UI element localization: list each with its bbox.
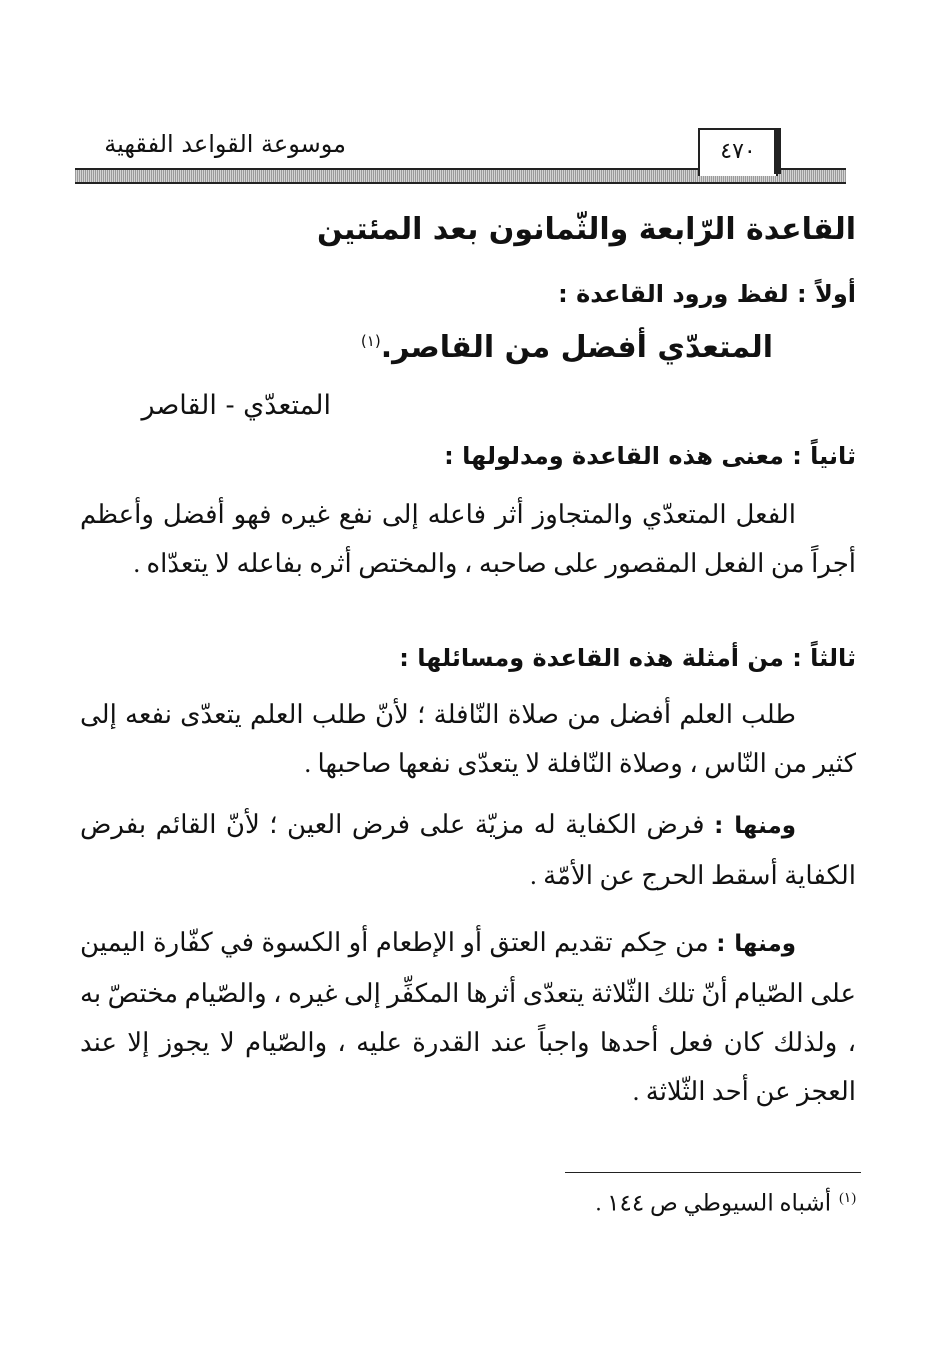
footnote-text: أشباه السيوطي ص ١٤٤ . xyxy=(595,1190,832,1216)
example-text-2: فرض الكفاية له مزيّة على فرض العين ؛ لأنّ القائم بفرض الكفاية أسقط الحرج عن الأمّة . xyxy=(80,810,856,890)
example-paragraph-2 xyxy=(80,800,856,900)
example-text-3: من حِكم تقديم العتق أو الإطعام أو الكسوة في كفّارة اليمين على الصّيام أنّ تلك الثّلاثة يتعدّى أثرها المكفِّر إلى غيره ، والصّيام مختصّ به ، ولذلك كان فعل أحدها واجباً عند القدرة عليه ، والصّيام لا يجوز إلا عند العجز عن أحد الثّلاثة . xyxy=(79,928,856,1106)
example-paragraph-3 xyxy=(80,918,856,1116)
rule-terms: المتعدّي - القاصر xyxy=(141,390,331,421)
page-number-shadow xyxy=(774,128,781,174)
rule-statement xyxy=(80,330,773,365)
running-title: موسوعة القواعد الفقهية xyxy=(104,130,346,158)
example-lead-3: ومنها : xyxy=(716,931,796,957)
section-heading-meaning: ثانياً : معنى هذه القاعدة ومدلولها : xyxy=(444,442,856,470)
footnote-mark: (١) xyxy=(839,1191,856,1206)
example-text-1: طلب العلم أفضل من صلاة النّافلة ؛ لأنّ طلب العلم يتعدّى نفعه إلى كثير من النّاس ، وصلاة النّافلة لا يتعدّى نفعها صاحبها . xyxy=(80,700,856,778)
example-lead-2: ومنها : xyxy=(714,813,797,839)
footnote-reference[interactable]: (١) xyxy=(360,332,381,350)
page-number: ٤٧٠ xyxy=(698,128,778,176)
section-heading-examples: ثالثاً : من أمثلة هذه القاعدة ومسائلها : xyxy=(399,644,856,672)
meaning-text: الفعل المتعدّي والمتجاوز أثر فاعله إلى نفع غيره فهو أفضل وأعظم أجراً من الفعل المقصور على صاحبه ، والمختص أثره بفاعله لا يتعدّاه . xyxy=(80,500,856,578)
rule-title: القاعدة الرّابعة والثّمانون بعد المئتين xyxy=(316,212,856,247)
meaning-paragraph xyxy=(80,490,856,588)
footnote xyxy=(80,1190,856,1217)
footnote-separator xyxy=(565,1172,861,1173)
example-paragraph-1 xyxy=(80,690,856,788)
rule-text: المتعدّي أفضل من القاصر. xyxy=(380,330,773,365)
section-heading-wording: أولاً : لفظ ورود القاعدة : xyxy=(558,280,856,308)
